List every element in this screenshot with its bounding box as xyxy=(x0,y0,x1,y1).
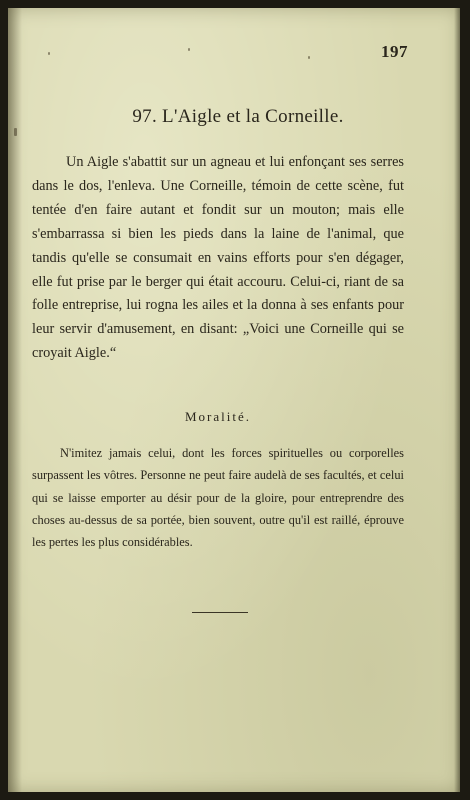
paper-speck xyxy=(308,56,310,59)
moral-heading: Moralité. xyxy=(184,409,251,424)
page-number: 197 xyxy=(381,42,408,61)
moral-text: N'imitez jamais celui, dont les forces spirituelles ou corporelles surpassent les vôtres. Personne ne peut faire audelà de ses facultés, et celui qui se laisse emporter au désir pour de la gloire, pour entreprendre des choses au-dessus de sa portée, bien souvent, outre qu'il est raillé, éprouve les pertes les plus considérables. xyxy=(32,446,404,550)
book-page xyxy=(8,8,460,792)
fable-text: Un Aigle s'abattit sur un agneau et lui enfonçant ses serres dans le dos, l'enleva. Une Corneille, témoin de cette scène, fut tentée d'en faire autant et fondit sur un mouton; mais elle s'embarrassa si bien les pieds dans la laine de l'animal, que tandis qu'elle se consumait en vains efforts pour s'en dégager, elle fut prise par le berger qui était accouru. Celui-ci, riant de sa folle entreprise, lui rogna les ailes et la donna à ses enfants pour leur servir d'amusement, en disant: „Voici une Corneille qui se croyait Aigle.“ xyxy=(32,154,404,362)
page-edge-shadow xyxy=(454,8,460,792)
fable-title: 97. L'Aigle et la Corneille. xyxy=(132,106,344,127)
paper-speck xyxy=(188,48,190,51)
end-rule xyxy=(192,612,248,613)
paper-speck xyxy=(48,52,50,55)
binding-gutter-shadow xyxy=(8,8,22,792)
paper-speck xyxy=(14,128,17,136)
